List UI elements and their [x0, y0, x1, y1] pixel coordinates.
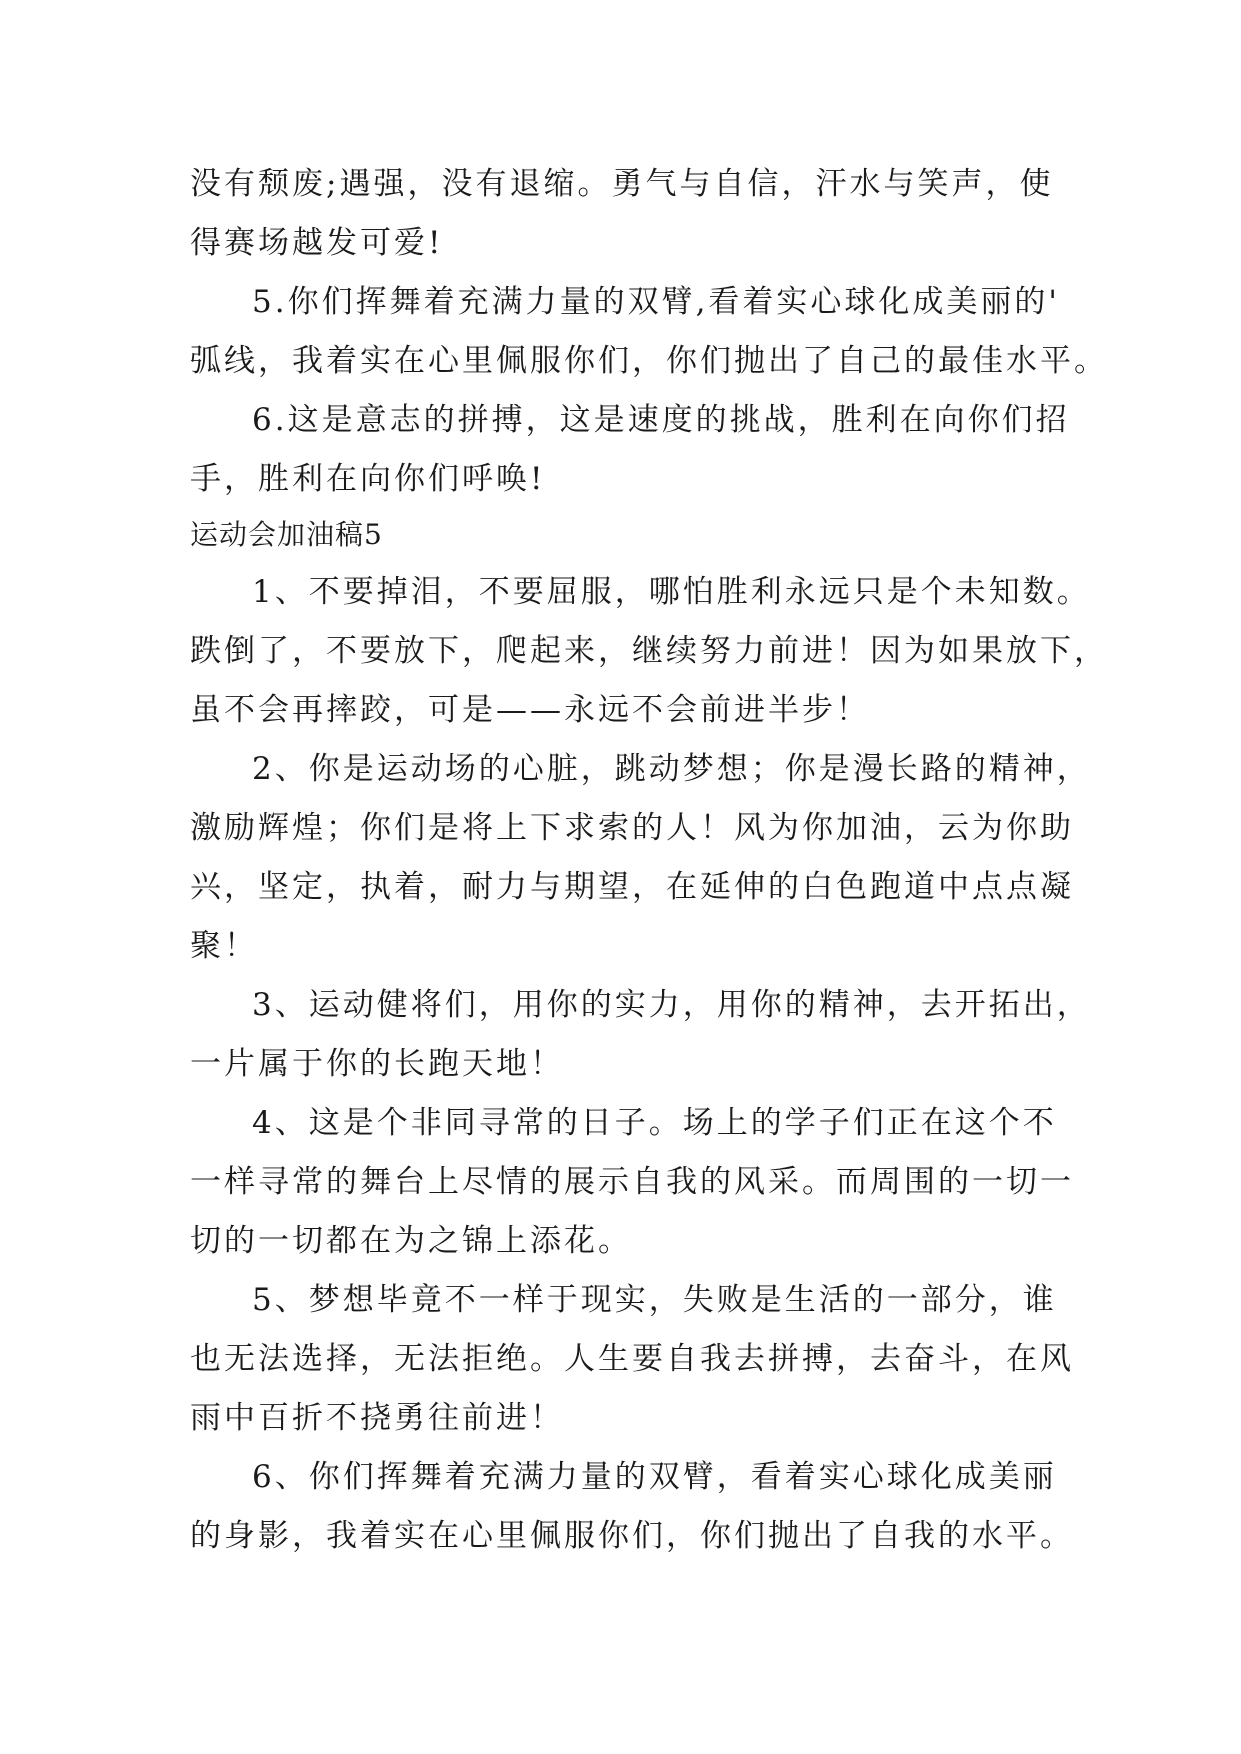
text-line: 2、你是运动场的心脏，跳动梦想；你是漫长路的精神， [252, 751, 1091, 787]
text-line: 一样寻常的舞台上尽情的展示自我的风采。而周围的一切一 [190, 1164, 1074, 1200]
text-line: 跌倒了，不要放下，爬起来，继续努力前进！因为如果放下， [190, 633, 1108, 669]
text-line: 聚！ [190, 928, 258, 964]
text-line: 雨中百折不挠勇往前进！ [190, 1400, 564, 1436]
text-line: 也无法选择，无法拒绝。人生要自我去拼搏，去奋斗，在风 [190, 1341, 1074, 1377]
text-line: 弧线，我着实在心里佩服你们，你们抛出了自己的最佳水平。 [190, 343, 1108, 379]
text-line: 3、运动健将们，用你的实力，用你的精神，去开拓出， [252, 987, 1091, 1023]
text-line: 1、不要掉泪，不要屈服，哪怕胜利永远只是个未知数。 [252, 574, 1091, 610]
text-line: 的身影，我着实在心里佩服你们，你们抛出了自我的水平。 [190, 1518, 1074, 1554]
text-line: 一片属于你的长跑天地！ [190, 1046, 564, 1082]
text-line: 6.这是意志的拼搏，这是速度的挑战，胜利在向你们招 [252, 402, 1070, 438]
text-line: 没有颓废;遇强，没有退缩。勇气与自信，汗水与笑声，使 [190, 166, 1054, 202]
text-line: 激励辉煌；你们是将上下求索的人！风为你加油，云为你助 [190, 810, 1074, 846]
section-heading: 运动会加油稿5 [190, 518, 383, 551]
text-line: 5.你们挥舞着充满力量的双臂,看着实心球化成美丽的' [252, 284, 1060, 320]
text-line: 虽不会再摔跤，可是——永远不会前进半步！ [190, 692, 870, 728]
text-line: 得赛场越发可爱! [190, 225, 444, 261]
text-line: 4、这是个非同寻常的日子。场上的学子们正在这个不 [252, 1105, 1057, 1141]
text-line: 5、梦想毕竟不一样于现实，失败是生活的一部分，谁 [252, 1282, 1057, 1318]
text-line: 切的一切都在为之锦上添花。 [190, 1223, 632, 1259]
text-line: 6、你们挥舞着充满力量的双臂，看着实心球化成美丽 [252, 1459, 1057, 1495]
text-line: 兴，坚定，执着，耐力与期望，在延伸的白色跑道中点点凝 [190, 869, 1074, 905]
text-line: 手，胜利在向你们呼唤! [190, 461, 546, 497]
